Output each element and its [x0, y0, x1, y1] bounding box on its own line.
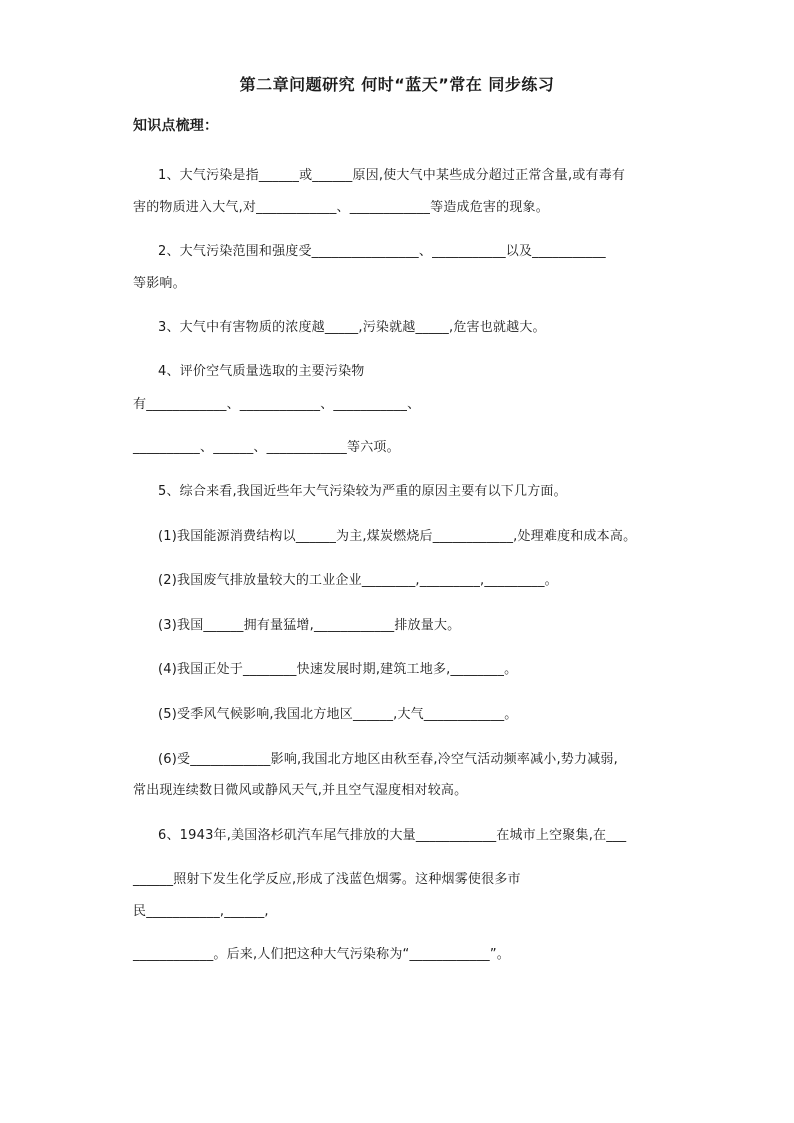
q5-intro: 5、综合来看,我国近些年大气污染较为严重的原因主要有以下几方面。 — [158, 484, 567, 499]
q5-item-5: (5)受季风气候影响,我国北方地区______,大气____________。 — [158, 707, 518, 722]
q5-item-6-line-2: 常出现连续数日微风或静风天气,并且空气湿度相对较高。 — [133, 783, 468, 798]
q6-line-3: 民___________,______, — [133, 904, 269, 919]
q4-line-3: __________、______、____________等六项。 — [133, 440, 400, 455]
q5-item-3: (3)我国______拥有量猛增,____________排放量大。 — [158, 618, 461, 633]
q3-line: 3、大气中有害物质的浓度越_____,污染就越_____,危害也就越大。 — [158, 320, 546, 335]
q4-line-2: 有____________、____________、___________、 — [133, 397, 421, 412]
section-heading: 知识点梳理： — [133, 118, 219, 134]
q6-line-2: ______照射下发生化学反应,形成了浅蓝色烟雾。这种烟雾使很多市 — [133, 872, 521, 887]
q1-line-1: 1、大气污染是指______或______原因,使大气中某些成分超过正常含量,或有毒有 — [158, 168, 626, 183]
q2-line-2: 等影响。 — [133, 276, 186, 291]
q4-line-1: 4、评价空气质量选取的主要污染物 — [158, 364, 365, 379]
q5-item-2: (2)我国废气排放量较大的工业企业________,_________,_________。 — [158, 573, 558, 588]
q2-line-1: 2、大气污染范围和强度受________________、___________以及___________ — [158, 244, 606, 259]
page-title: 第二章问题研究 何时“蓝天”常在 同步练习 — [239, 75, 555, 94]
q5-item-6-line-1: (6)受____________影响,我国北方地区由秋至春,冷空气活动频率减小,势力减弱, — [158, 752, 618, 767]
q1-line-2: 害的物质进入大气,对____________、____________等造成危害的现象。 — [133, 200, 549, 215]
q5-item-4: (4)我国正处于________快速发展时期,建筑工地多,________。 — [158, 662, 518, 677]
q6-line-4: ____________。后来,人们把这种大气污染称为“____________”。 — [133, 947, 511, 962]
q5-item-1: (1)我国能源消费结构以______为主,煤炭燃烧后____________,处理难度和成本高。 — [158, 529, 637, 544]
q6-line-1: 6、1943年,美国洛杉矶汽车尾气排放的大量____________在城市上空聚集,在___ — [158, 828, 627, 843]
